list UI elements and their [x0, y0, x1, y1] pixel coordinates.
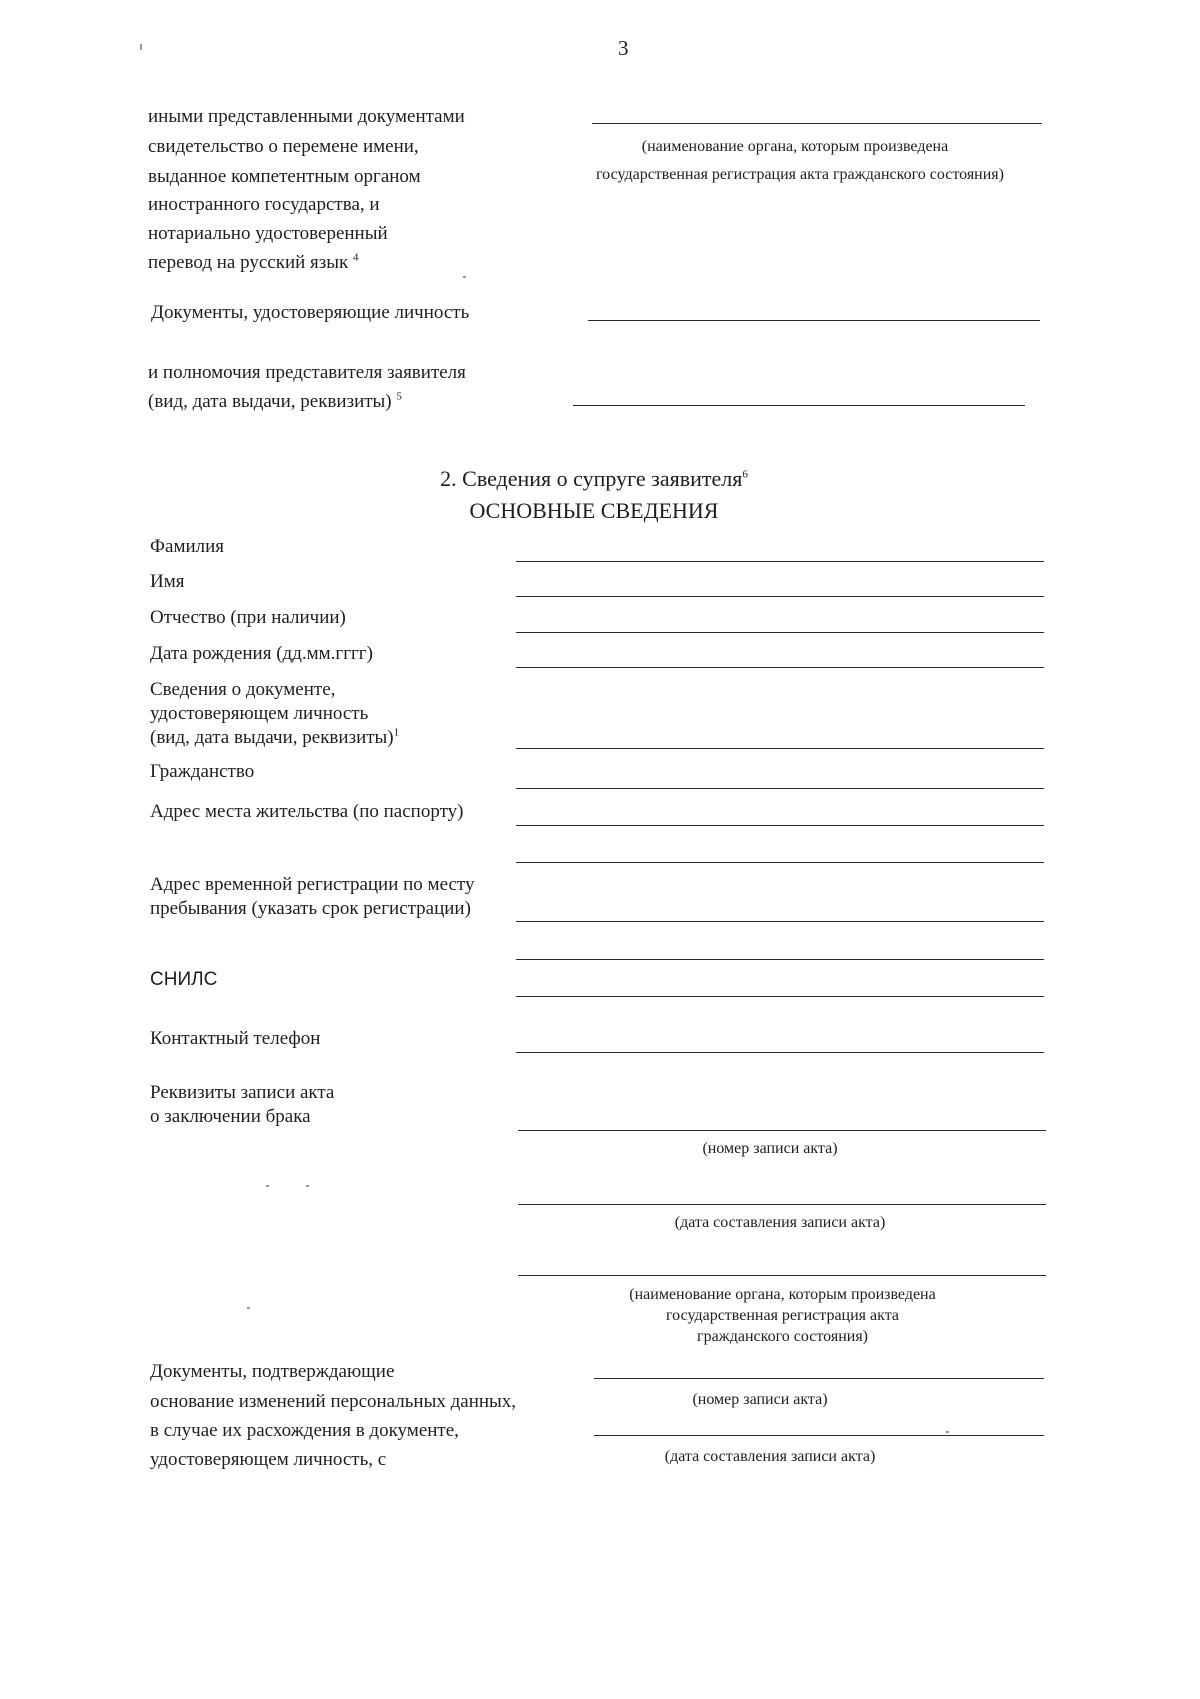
footnote-mark: 6 — [742, 468, 748, 481]
patronymic-field[interactable] — [516, 632, 1044, 633]
section-subtitle: ОСНОВНЫЕ СВЕДЕНИЯ — [469, 498, 719, 523]
top-block-line: иными представленными документами — [148, 106, 465, 127]
marriage-record-number-field[interactable] — [518, 1130, 1046, 1131]
marriage-record-date-caption: (дата составления записи акта) — [674, 1214, 886, 1231]
field-label-surname: Фамилия — [150, 536, 225, 557]
footnote-mark: 5 — [396, 390, 402, 403]
field-label-id-doc — [150, 727, 399, 749]
top-block-line-text: перевод на русский язык — [148, 252, 349, 273]
field-label-snils: СНИЛС — [150, 969, 218, 990]
name-field[interactable] — [516, 596, 1044, 597]
scan-speck — [266, 1185, 269, 1187]
field-label-phone: Контактный телефон — [150, 1028, 321, 1049]
bottom-block-line: Документы, подтверждающие — [150, 1361, 395, 1382]
bottom-block-line: основание изменений персональных данных, — [150, 1391, 517, 1412]
bottom-block-line: удостоверяющем личность, с — [150, 1449, 387, 1470]
top-block-line: свидетельство о перемене имени, — [148, 136, 419, 157]
snils-field[interactable] — [516, 996, 1044, 997]
field-label-birth-date: Дата рождения (дд.мм.гггг) — [150, 643, 373, 664]
marriage-record-number-caption: (номер записи акта) — [702, 1140, 838, 1157]
marriage-authority-caption: (наименование органа, которым произведена — [629, 1286, 936, 1303]
bottom-record-number-caption: (номер записи акта) — [692, 1391, 828, 1408]
temp-address-field[interactable] — [516, 921, 1044, 922]
representative-label: и полномочия представителя заявителя — [148, 362, 466, 383]
scan-speck — [306, 1185, 309, 1187]
marriage-authority-field[interactable] — [518, 1275, 1046, 1276]
identity-docs-label: Документы, удостоверяющие личность — [151, 302, 470, 323]
marriage-authority-caption: гражданского состояния) — [697, 1328, 868, 1345]
address-field[interactable] — [516, 825, 1044, 826]
field-label-citizenship: Гражданство — [150, 761, 255, 782]
top-block-line — [148, 252, 359, 274]
section-title-text: 2. Сведения о супруге заявителя — [440, 466, 743, 491]
page-number: 3 — [618, 36, 629, 60]
scan-speck — [140, 44, 142, 50]
id-doc-field[interactable] — [516, 748, 1044, 749]
scan-speck — [946, 1431, 949, 1433]
surname-field[interactable] — [516, 561, 1044, 562]
birth-date-field[interactable] — [516, 667, 1044, 668]
phone-field[interactable] — [516, 1052, 1044, 1053]
marriage-record-date-field[interactable] — [518, 1204, 1046, 1205]
field-label-id-doc: удостоверяющем личность — [150, 703, 369, 724]
bottom-record-date-caption: (дата составления записи акта) — [664, 1448, 876, 1465]
scan-speck — [463, 276, 466, 278]
authority-caption: (наименование органа, которым произведена — [641, 138, 949, 155]
bottom-record-date-field[interactable] — [594, 1435, 1044, 1436]
field-label-marriage: о заключении брака — [150, 1106, 311, 1127]
top-block-line: нотариально удостоверенный — [148, 223, 388, 244]
top-block-line: иностранного государства, и — [148, 194, 380, 215]
authority-caption: государственная регистрация акта гражданского состояния) — [596, 166, 1004, 183]
footnote-mark: 4 — [353, 251, 359, 264]
field-label-temp-address: Адрес временной регистрации по месту — [150, 874, 475, 895]
footnote-mark: 1 — [393, 726, 400, 739]
section-title — [244, 466, 944, 492]
representative-label-text: (вид, дата выдачи, реквизиты) — [148, 391, 392, 412]
identity-docs-line[interactable] — [588, 320, 1040, 321]
authority-line[interactable] — [592, 123, 1042, 124]
temp-address-field-2[interactable] — [516, 959, 1044, 960]
field-label-name: Имя — [150, 571, 185, 592]
top-block-line: выданное компетентным органом — [148, 166, 421, 187]
address-field-2[interactable] — [516, 862, 1044, 863]
field-label-patronymic: Отчество (при наличии) — [150, 607, 346, 628]
representative-line[interactable] — [573, 405, 1025, 406]
scan-speck — [247, 1307, 250, 1309]
citizenship-field[interactable] — [516, 788, 1044, 789]
marriage-authority-caption: государственная регистрация акта — [666, 1307, 899, 1324]
field-label-id-doc-text: (вид, дата выдачи, реквизиты) — [150, 727, 394, 748]
field-label-address: Адрес места жительства (по паспорту) — [150, 801, 464, 822]
field-label-id-doc: Сведения о документе, — [150, 679, 336, 700]
field-label-temp-address: пребывания (указать срок регистрации) — [150, 898, 471, 919]
representative-label — [148, 391, 402, 413]
bottom-block-line: в случае их расхождения в документе, — [150, 1420, 459, 1441]
field-label-marriage: Реквизиты записи акта — [150, 1082, 335, 1103]
bottom-record-number-field[interactable] — [594, 1378, 1044, 1379]
